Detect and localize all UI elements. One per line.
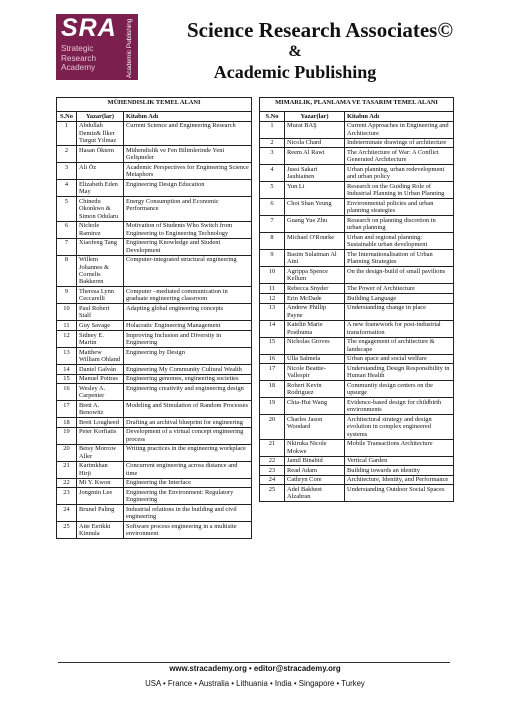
row-book-title: Urban planning, urban redevelopment and urban policy [345,165,454,182]
row-author: Abdullah Demiz& İlker Turgut Yılmaz [77,121,124,145]
table-row [57,365,252,375]
row-book-title: Indeterminate drawings of architecture [345,138,454,148]
table-row [57,321,252,331]
row-author: Katelin Marie Posthuma [285,320,345,337]
table-row [57,304,252,321]
row-number: 14 [57,365,77,375]
row-number: 7 [57,238,77,255]
table-row [57,180,252,197]
table-row [260,250,454,267]
row-number: 6 [57,221,77,238]
row-author: Wesley A. Carpenter [77,384,124,401]
row-book-title: Architecture, Identity, and Performance [345,475,454,485]
row-author: Brett A. Benowitz [77,401,124,418]
row-author: Manuel Poitras [77,374,124,384]
row-author: Guang Yue Zhu [285,216,345,233]
col-header-no: S.No [260,112,285,122]
row-author: Brunel Paling [77,505,124,522]
row-book-title: Engineering My Community Cultural Wealth [124,365,252,375]
row-number: 14 [260,320,285,337]
table-row [260,398,454,415]
table-row [260,293,454,303]
table-row [57,478,252,488]
row-book-title: The Internationalisation of Urban Planning Strategies [345,250,454,267]
row-book-title: The engagement of architecture & landscape [345,337,454,354]
table-row [57,444,252,461]
row-author: Paul Robert Stalf [77,304,124,321]
row-author: Jamil Binabid [285,456,345,466]
table-row [57,287,252,304]
row-book-title: Drafting an archival blueprint for engineering [124,418,252,428]
row-book-title: Vertical Garden [345,456,454,466]
table-row [260,148,454,165]
row-number: 21 [57,461,77,478]
row-number: 13 [57,348,77,365]
row-number: 12 [57,331,77,348]
table-row [57,238,252,255]
row-book-title: Motivation of Students Who Switch from Engineering to Engineering Technology [124,221,252,238]
table-row [260,466,454,476]
architecture-table [259,97,454,502]
row-number: 1 [260,121,285,138]
row-number: 4 [57,180,77,197]
title-ampersand: & [288,43,302,60]
row-number: 20 [260,415,285,439]
row-book-title: The Architecture of War: A Conflict Generated Architecture [345,148,454,165]
row-book-title: Engineering creativity and engineering design [124,384,252,401]
row-book-title: Community design centers on the upsurge [345,381,454,398]
row-number: 3 [260,148,285,165]
row-book-title: Engineering by Design [124,348,252,365]
table-row [57,427,252,444]
table-row [57,163,252,180]
row-number: 23 [57,488,77,505]
row-book-title: Evidence-based design for childbirth environments [345,398,454,415]
row-number: 4 [260,165,285,182]
footer-contact: www.stracademy.org • editor@stracademy.org [169,664,341,673]
table-row [260,415,454,439]
row-author: Karimkhan Hirji [77,461,124,478]
row-number: 3 [57,163,77,180]
row-author: Robert Kevin Rodriguez [285,381,345,398]
row-number: 25 [57,522,77,539]
row-number: 1 [57,121,77,145]
row-book-title: Understanding Design Responsibility in Human Health [345,364,454,381]
row-number: 24 [260,475,285,485]
row-number: 18 [57,418,77,428]
row-book-title: Computer-integrated structural engineering [124,255,252,287]
row-author: Andrew Phillip Payne [285,303,345,320]
row-number: 8 [260,233,285,250]
row-author: Atte Eerikki Kinnula [77,522,124,539]
row-book-title: Development of a virtual concept engineering process [124,427,252,444]
row-number: 2 [260,138,285,148]
row-book-title: Engineering Design Education [124,180,252,197]
row-number: 19 [260,398,285,415]
row-author: Ulla Salmela [285,354,345,364]
row-number: 18 [260,381,285,398]
row-book-title: Engineering Knowledge and Student Development [124,238,252,255]
row-number: 10 [260,267,285,284]
row-author: Brett Lougheed [77,418,124,428]
row-author: Matthew William Ohland [77,348,124,365]
row-book-title: Energy Consumption and Economic Performance [124,197,252,221]
table-row [57,461,252,478]
row-book-title: Research on the Guiding Role of Industrial Planning in Urban Planning [345,182,454,199]
table-row [260,381,454,398]
row-author: Willem Johannes & Cornelis Bakkeren [77,255,124,287]
footer-divider [58,662,450,663]
row-author: Nicola Chard [285,138,345,148]
row-author: Erin McDade [285,293,345,303]
row-author: Betsy Morrow Aller [77,444,124,461]
row-number: 12 [260,293,285,303]
row-book-title: Software process engineering in a multisite environment [124,522,252,539]
table-row [57,121,252,145]
row-author: Michael O'Rourke [285,233,345,250]
table-row [260,284,454,294]
row-author: Peter Korfiatis [77,427,124,444]
table-row [57,401,252,418]
row-book-title: Computer –mediated communication in graduate engineering classroom [124,287,252,304]
row-author: Read Adam [285,466,345,476]
table-row [260,475,454,485]
table-row [57,505,252,522]
row-book-title: Building Language [345,293,454,303]
row-number: 6 [260,199,285,216]
row-number: 9 [260,250,285,267]
row-book-title: Mobile Transactions Architecture [345,439,454,456]
row-number: 21 [260,439,285,456]
table-row [260,165,454,182]
engineering-table [56,97,252,539]
row-number: 9 [57,287,77,304]
row-author: Yun Li [285,182,345,199]
row-author: Reem Al Rawi [285,148,345,165]
table-row [260,364,454,381]
row-book-title: Urban and regional planning: Sustainable urban development [345,233,454,250]
row-author: Guy Savage [77,321,124,331]
row-book-title: Mühendislik ve Fen Bilimlerinde Yeni Gelişmeler [124,146,252,163]
row-number: 11 [260,284,285,294]
table-row [260,354,454,364]
row-number: 17 [260,364,285,381]
row-book-title: Understanding change in place [345,303,454,320]
page-title: Science Research Associates© [186,18,454,42]
row-number: 19 [57,427,77,444]
table-row [260,337,454,354]
table-row [260,216,454,233]
row-author: Mi Y. Kwon [77,478,124,488]
table-title: MÜHENDISLIK TEMEL ALANI [57,98,252,112]
row-number: 23 [260,466,285,476]
row-author: Basim Sulaiman Al Atni [285,250,345,267]
row-book-title: Academic Perspectives for Engineering Science Metaphors [124,163,252,180]
row-book-title: Engineering the Interface [124,478,252,488]
row-author: Jussi Sakari Jauhiainen [285,165,345,182]
row-author: Cathryn Core [285,475,345,485]
row-number: 25 [260,485,285,502]
row-number: 5 [260,182,285,199]
col-header-book: Kitabın Adı [345,112,454,122]
row-book-title: Adapting global engineering concepts [124,304,252,321]
table-row [260,233,454,250]
row-number: 2 [57,146,77,163]
row-book-title: The Power of Architecture [345,284,454,294]
table-row [57,488,252,505]
row-book-title: Concurrent engineering across distance and time [124,461,252,478]
table-row [57,255,252,287]
row-author: Agrippa Spence Kellum [285,267,345,284]
col-header-author: Yazar(lar) [77,112,124,122]
col-header-author: Yazar(lar) [285,112,345,122]
row-author: Charles Jason Woodard [285,415,345,439]
row-book-title: Building towards an identity [345,466,454,476]
row-book-title: Improving Inclusion and Diversity in Engineering [124,331,252,348]
row-author: Nicole Beattie-Vallespir [285,364,345,381]
row-book-title: Engineering genomes, engineering societies [124,374,252,384]
row-author: Choi Shan Yeung [285,199,345,216]
table-row [57,197,252,221]
table-row [57,331,252,348]
row-book-title: Modeling and Simulation of Random Processes [124,401,252,418]
row-book-title: Engineering the Environment: Regulatory Engineering [124,488,252,505]
row-author: Adel Bakheet Alzahran [285,485,345,502]
row-author: Daniel Galván [77,365,124,375]
logo-wordmark: SRA [61,14,117,42]
row-author: Rebecca Snyder [285,284,345,294]
row-number: 16 [57,384,77,401]
row-author: Sidney E. Martin [77,331,124,348]
row-book-title: Holacratic Engineering Management [124,321,252,331]
table-row [57,374,252,384]
table-row [57,384,252,401]
row-author: Hasan Öktem [77,146,124,163]
table-row [57,418,252,428]
table-row [260,485,454,502]
table-row [260,439,454,456]
table-row [260,121,454,138]
table-row [260,303,454,320]
row-book-title: Urban space and social welfare [345,354,454,364]
row-author: Xiaofeng Tang [77,238,124,255]
row-number: 24 [57,505,77,522]
row-number: 11 [57,321,77,331]
row-author: Chia-Hui Wang [285,398,345,415]
row-author: Chinedu Okonkwo & Simon Odularu [77,197,124,221]
col-header-no: S.No [57,112,77,122]
logo-tagline: Strategic Research Academy [61,44,97,73]
footer-countries: USA • France • Australia • Lithuania • India • Singapore • Turkey [145,679,365,688]
table-row [260,199,454,216]
table-row [260,182,454,199]
row-book-title: On the design-build of small pavilions [345,267,454,284]
row-number: 10 [57,304,77,321]
table-row [260,138,454,148]
row-author: Murat BAŞ [285,121,345,138]
row-author: Nicholas Groves [285,337,345,354]
row-author: Theresa Lynn Ceccarelli [77,287,124,304]
row-author: Elizabeth Eden May [77,180,124,197]
row-number: 8 [57,255,77,287]
row-number: 13 [260,303,285,320]
row-book-title: Research on planning discretion in urban planning [345,216,454,233]
row-book-title: Current Science and Engineering Research [124,121,252,145]
table-row [57,221,252,238]
table-row [260,320,454,337]
row-book-title: Writing practices in the engineering workplace [124,444,252,461]
row-number: 15 [57,374,77,384]
table-row [57,348,252,365]
row-book-title: Environmental policies and urban planning strategies [345,199,454,216]
row-book-title: A new framework for post-industrial transformation [345,320,454,337]
row-author: Nkiruka Nicole Mokwe [285,439,345,456]
row-book-title: Current Approaches in Engineering and Architecture [345,121,454,138]
col-header-book: Kitabın Adı [124,112,252,122]
table-row [260,456,454,466]
row-number: 5 [57,197,77,221]
table-row [57,522,252,539]
row-number: 17 [57,401,77,418]
page-subtitle: Academic Publishing [213,62,377,82]
row-book-title: Understanding Outdoor Social Spaces [345,485,454,502]
table-row [57,146,252,163]
table-row [260,267,454,284]
logo-vertical-text: Academic Publishing [126,18,133,78]
row-number: 7 [260,216,285,233]
sra-logo [56,14,138,80]
row-number: 22 [57,478,77,488]
row-number: 20 [57,444,77,461]
table-title: MIMARLIK, PLANLAMA VE TASARIM TEMEL ALANI [260,98,454,112]
row-author: Jongmin Lee [77,488,124,505]
row-author: Ali Öz [77,163,124,180]
row-book-title: Architectural strategy and design evolution in complex engineered systems [345,415,454,439]
row-number: 22 [260,456,285,466]
row-author: Nichole Ramirez [77,221,124,238]
row-book-title: Industrial relations in the building and civil engineering [124,505,252,522]
row-number: 16 [260,354,285,364]
row-number: 15 [260,337,285,354]
